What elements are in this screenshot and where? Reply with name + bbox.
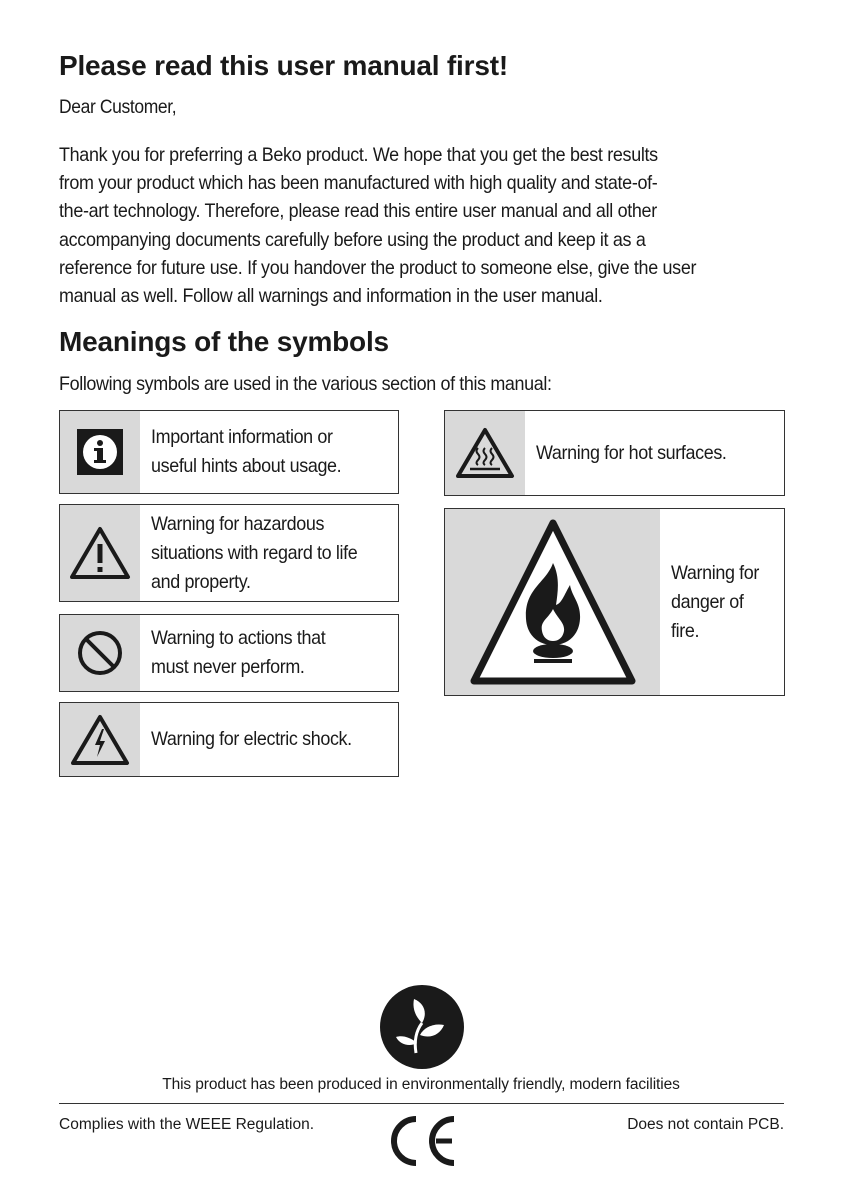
symbol-box-prohibited (59, 614, 399, 692)
symbol-box-hot-surface (444, 410, 785, 496)
symbol-text: Warning to actions that must never perform. (151, 627, 326, 678)
intro-line: from your product which has been manufactured with high quality and state-of- (59, 172, 658, 195)
symbol-box-info (59, 410, 399, 494)
intro-line: reference for future use. If you handover the product to someone else, give the user (59, 256, 697, 279)
symbol-description (140, 505, 375, 601)
symbol-description (660, 509, 767, 695)
symbol-icon-cell (60, 703, 140, 776)
symbol-description (140, 411, 358, 493)
symbol-text: Warning for hazardous situations with regard to life and property. (151, 512, 358, 593)
weee-statement: Complies with the WEEE Regulation. (59, 1116, 315, 1133)
symbol-icon-cell (445, 509, 660, 695)
prohibited-icon (75, 628, 125, 678)
symbol-text: Important information or useful hints about usage. (151, 426, 342, 477)
symbol-description (140, 615, 341, 691)
symbol-box-electric (59, 702, 399, 777)
eco-caption: This product has been produced in environmentally friendly, modern facilities (162, 1076, 680, 1093)
symbol-icon-cell (60, 505, 140, 601)
symbol-text: Warning for danger of fire. (671, 561, 760, 642)
symbol-text: Warning for hot surfaces. (536, 441, 727, 464)
symbol-icon-cell (60, 615, 140, 691)
symbol-box-fire (444, 508, 785, 696)
fire-danger-icon (468, 515, 638, 690)
intro-line: the-art technology. Therefore, please read this entire user manual and all other (59, 200, 657, 223)
symbol-text: Warning for electric shock. (151, 728, 352, 750)
electric-shock-icon (70, 714, 130, 766)
symbol-description (140, 703, 369, 776)
eco-leaf-icon (380, 985, 464, 1069)
symbol-description (525, 411, 743, 495)
symbol-box-hazard (59, 504, 399, 602)
intro-line: Thank you for preferring a Beko product. We hope that you get the best results (59, 144, 658, 166)
page-title: Please read this user manual first! (59, 50, 508, 81)
intro-paragraph (59, 141, 786, 310)
footer-divider (59, 1103, 784, 1104)
hot-surface-icon (455, 427, 515, 479)
symbol-icon-cell (60, 411, 140, 493)
pcb-statement: Does not contain PCB. (627, 1116, 784, 1133)
greeting: Dear Customer, (59, 97, 177, 118)
symbols-intro: Following symbols are used in the various section of this manual: (59, 373, 552, 395)
intro-line: manual as well. Follow all warnings and information in the user manual. (59, 285, 603, 308)
symbols-heading: Meanings of the symbols (59, 326, 389, 357)
info-icon (74, 426, 126, 478)
intro-line: accompanying documents carefully before using the product and keep it as a (59, 228, 646, 251)
symbol-icon-cell (445, 411, 525, 495)
hazard-warning-icon (69, 526, 131, 580)
ce-mark-icon (384, 1113, 460, 1169)
